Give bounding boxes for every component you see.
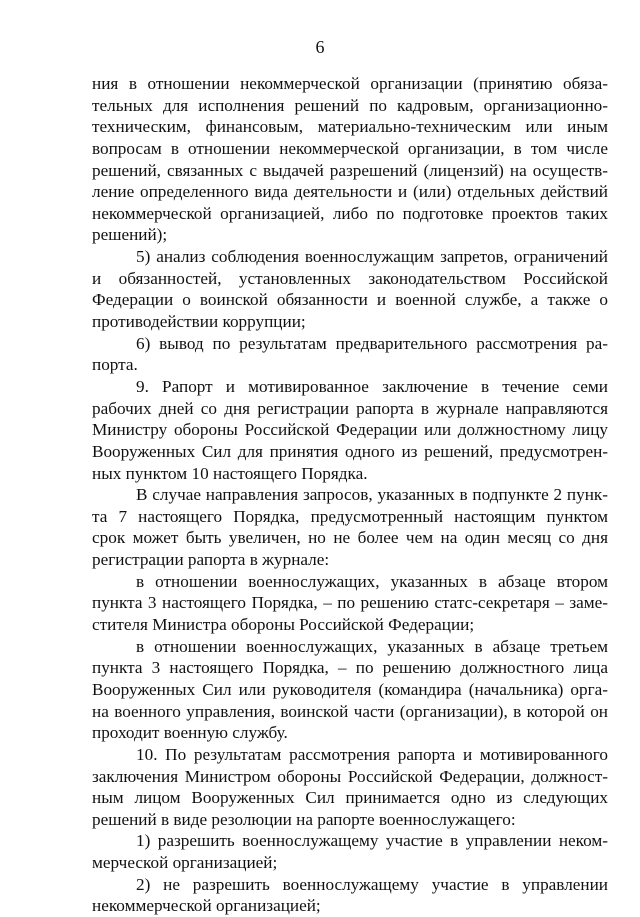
text-line: 5) анализ соблюдения военнослужащим запретов, ограничений <box>136 247 608 267</box>
text-line: порта. <box>92 355 138 375</box>
text-line: в отношении военнослужащих, указанных в абзаце третьем <box>136 636 608 656</box>
text-line: некоммерческой организацией, либо по подготовке проектов таких <box>92 203 608 223</box>
text-line: ния в отношении некоммерческой организации (принятию обяза- <box>92 74 608 93</box>
text-line: техническим, финансовым, материально-техническим или иным <box>92 117 608 137</box>
text-line: заключения Министром обороны Российской Федерации, должност- <box>92 766 608 786</box>
text-line: Министру обороны Российской Федерации или должностному лицу <box>92 420 608 440</box>
text-line: решений); <box>92 225 168 245</box>
text-line: 2) не разрешить военнослужащему участие в управлении <box>136 874 608 894</box>
page-number: 6 <box>315 37 325 57</box>
text-line: та 7 настоящего Порядка, предусмотренный настоящим пунктом <box>92 506 608 526</box>
text-line: противодействии коррупции; <box>92 312 306 332</box>
text-line: ных пунктом 10 настоящего Порядка. <box>92 463 368 483</box>
text-line: 6) вывод по результатам предварительного рассмотрения ра- <box>136 333 608 353</box>
text-line: решений в виде резолюции на рапорте военнослужащего: <box>92 809 516 829</box>
text-line: некоммерческой организацией; <box>92 896 321 916</box>
text-line: пункта 3 настоящего Порядка, – по решению должностного лица <box>92 658 608 678</box>
document-body <box>92 73 608 917</box>
text-line: на военного управления, воинской части (организации), в которой он <box>92 701 608 721</box>
text-line: ным лицом Вооруженных Сил принимается одно из следующих <box>92 788 608 808</box>
text-line: тельных для исполнения решений по кадровым, организационно- <box>92 95 608 115</box>
text-line: 9. Рапорт и мотивированное заключение в течение семи <box>136 376 608 396</box>
text-line: регистрации рапорта в журнале: <box>92 550 330 570</box>
text-line: рабочих дней со дня регистрации рапорта в журнале направляются <box>92 398 608 418</box>
text-line: В случае направления запросов, указанных в подпункте 2 пунк- <box>136 485 608 505</box>
text-line: ление определенного вида деятельности и (или) отдельных действий <box>92 182 608 202</box>
text-line: Федерации о воинской обязанности и военной службе, а также о <box>92 290 608 310</box>
text-line: мерческой организацией; <box>92 853 278 873</box>
text-line: и обязанностей, установленных законодательством Российской <box>92 268 608 288</box>
text-line: 10. По результатам рассмотрения рапорта и мотивированного <box>136 744 608 764</box>
text-line: Вооруженных Сил или руководителя (командира (начальника) орга- <box>92 679 608 699</box>
text-line: вопросам в отношении некоммерческой организации, в том числе <box>92 138 608 158</box>
text-line: стителя Министра обороны Российской Федерации; <box>92 615 475 635</box>
text-line: в отношении военнослужащих, указанных в абзаце втором <box>136 571 608 591</box>
text-line: 1) разрешить военнослужащему участие в управлении неком- <box>136 831 608 851</box>
text-line: решений, связанных с выдачей разрешений (лицензий) на осуществ- <box>92 160 608 180</box>
text-line: срок может быть увеличен, но не более чем на один месяц со дня <box>92 528 608 548</box>
text-line: проходит военную службу. <box>92 723 288 743</box>
text-line: Вооруженных Сил для принятия одного из решений, предусмотрен- <box>92 441 608 461</box>
text-line: пункта 3 настоящего Порядка, – по решению статс-секретаря – заме- <box>92 593 608 613</box>
